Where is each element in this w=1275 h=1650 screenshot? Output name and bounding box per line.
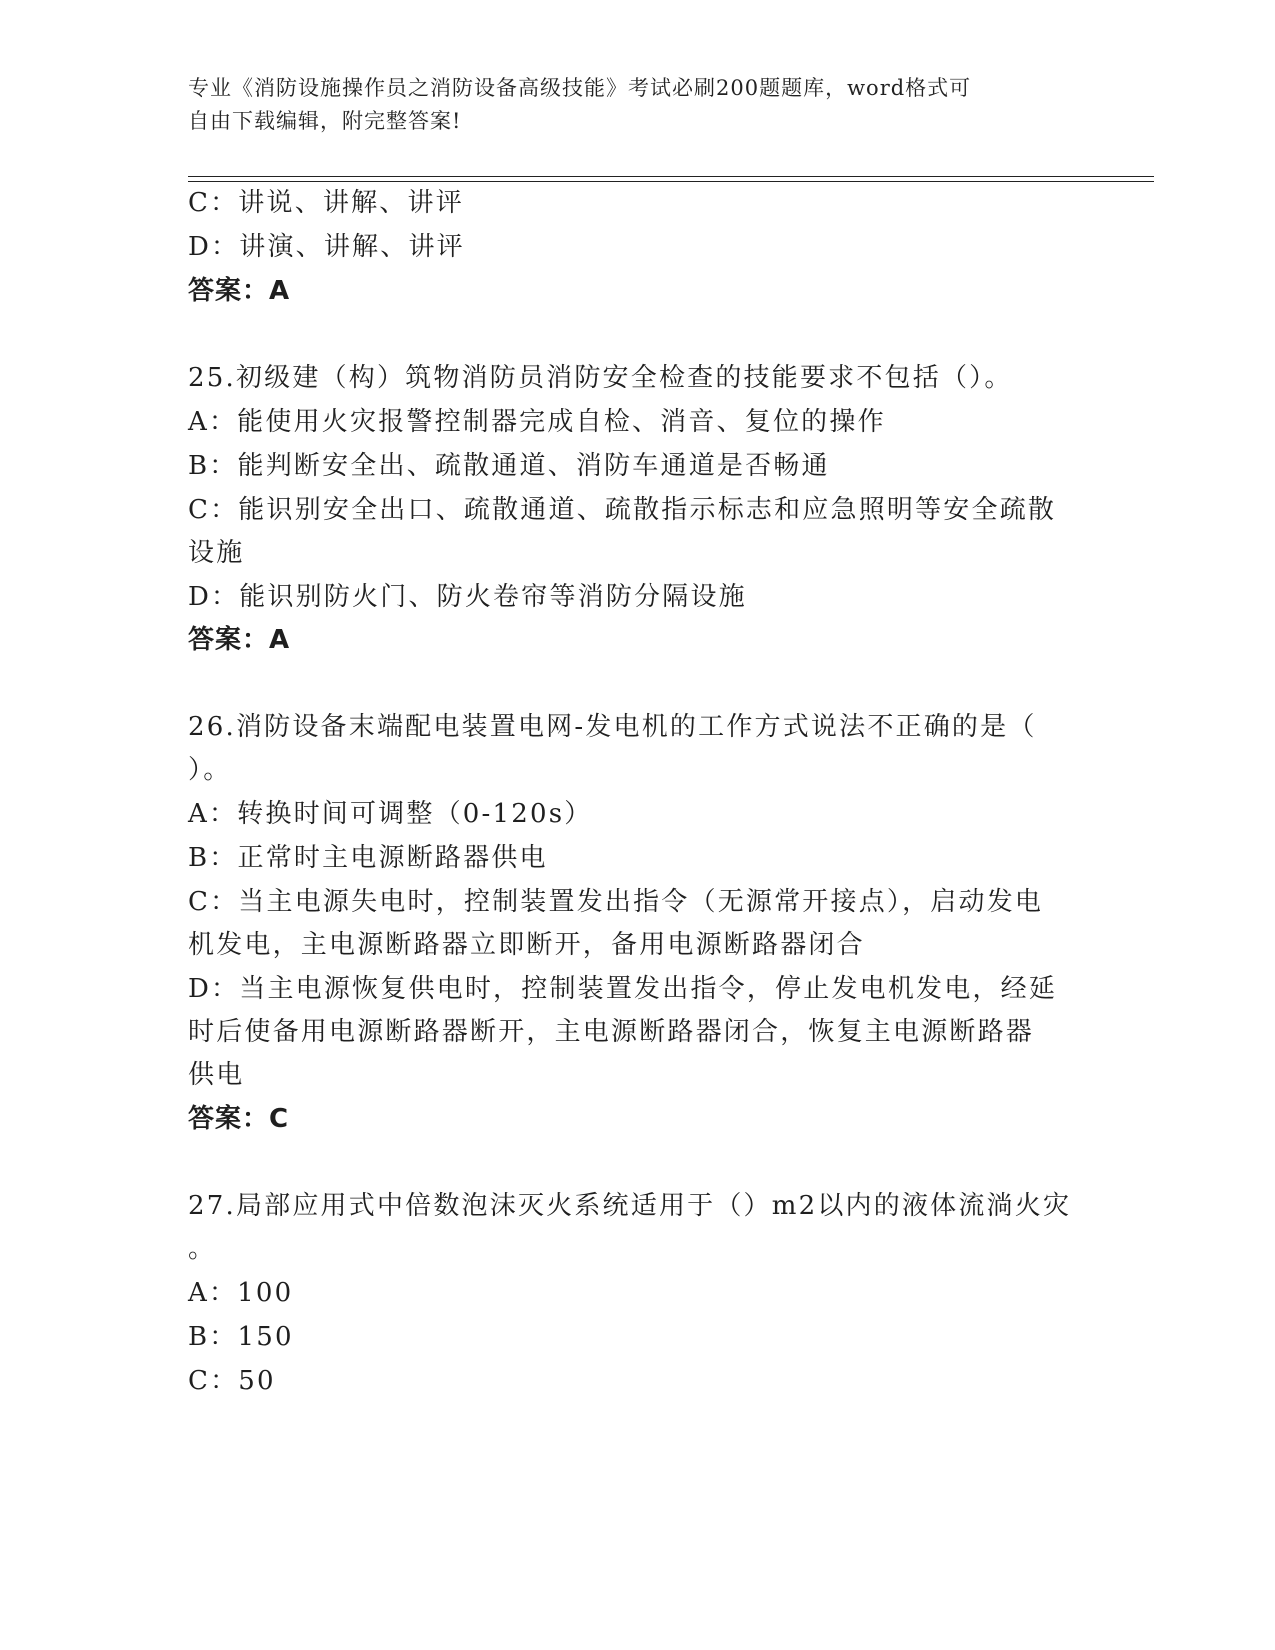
header-line-1: 专业《消防设施操作员之消防设备高级技能》考试必刷200题题库，word格式可: [188, 76, 972, 100]
q27-stem-cont: 。: [188, 1234, 217, 1264]
q24-answer: 答案：A: [188, 276, 291, 306]
q25-stem: 25.初级建（构）筑物消防员消防安全检查的技能要求不包括（）。: [188, 363, 1013, 393]
q25-answer: 答案：A: [188, 625, 291, 655]
q27-stem: 27.局部应用式中倍数泡沫灭火系统适用于（）m2以内的液体流淌火灾: [188, 1191, 1072, 1221]
q26-option-c-cont: 机发电，主电源断路器立即断开，备用电源断路器闭合: [188, 930, 865, 960]
q24-option-d: D：讲演、讲解、讲评: [188, 232, 465, 262]
q25-option-b: B：能判断安全出、疏散通道、消防车通道是否畅通: [188, 451, 830, 481]
q25-option-c-cont: 设施: [188, 538, 245, 568]
q26-option-d-cont-2: 供电: [188, 1060, 245, 1090]
q26-option-a: A：转换时间可调整（0-120s）: [188, 799, 593, 829]
q27-option-c: C：50: [188, 1366, 276, 1396]
q26-option-b: B：正常时主电源断路器供电: [188, 843, 548, 873]
q27-option-b: B：150: [188, 1322, 294, 1352]
q24-option-c: C：讲说、讲解、讲评: [188, 188, 464, 218]
q26-answer: 答案：C: [188, 1104, 290, 1134]
q25-option-c: C：能识别安全出口、疏散通道、疏散指示标志和应急照明等安全疏散: [188, 495, 1057, 525]
header-line-2: 自由下载编辑，附完整答案!: [188, 109, 462, 133]
header-rule-top: [188, 176, 1154, 177]
document-header: [188, 72, 1088, 138]
header-rule-bottom: [188, 181, 1154, 182]
q25-option-d: D：能识别防火门、防火卷帘等消防分隔设施: [188, 582, 747, 612]
q26-option-c: C：当主电源失电时，控制装置发出指令（无源常开接点），启动发电: [188, 887, 1044, 917]
q26-option-d: D：当主电源恢复供电时，控制装置发出指令，停止发电机发电，经延: [188, 974, 1058, 1004]
q27-option-a: A：100: [188, 1278, 294, 1308]
q26-stem: 26.消防设备末端配电装置电网-发电机的工作方式说法不正确的是（: [188, 712, 1037, 742]
q26-stem-cont: ）。: [188, 755, 232, 785]
q25-option-a: A：能使用火灾报警控制器完成自检、消音、复位的操作: [188, 407, 886, 437]
q26-option-d-cont-1: 时后使备用电源断路器断开，主电源断路器闭合，恢复主电源断路器: [188, 1017, 1035, 1047]
